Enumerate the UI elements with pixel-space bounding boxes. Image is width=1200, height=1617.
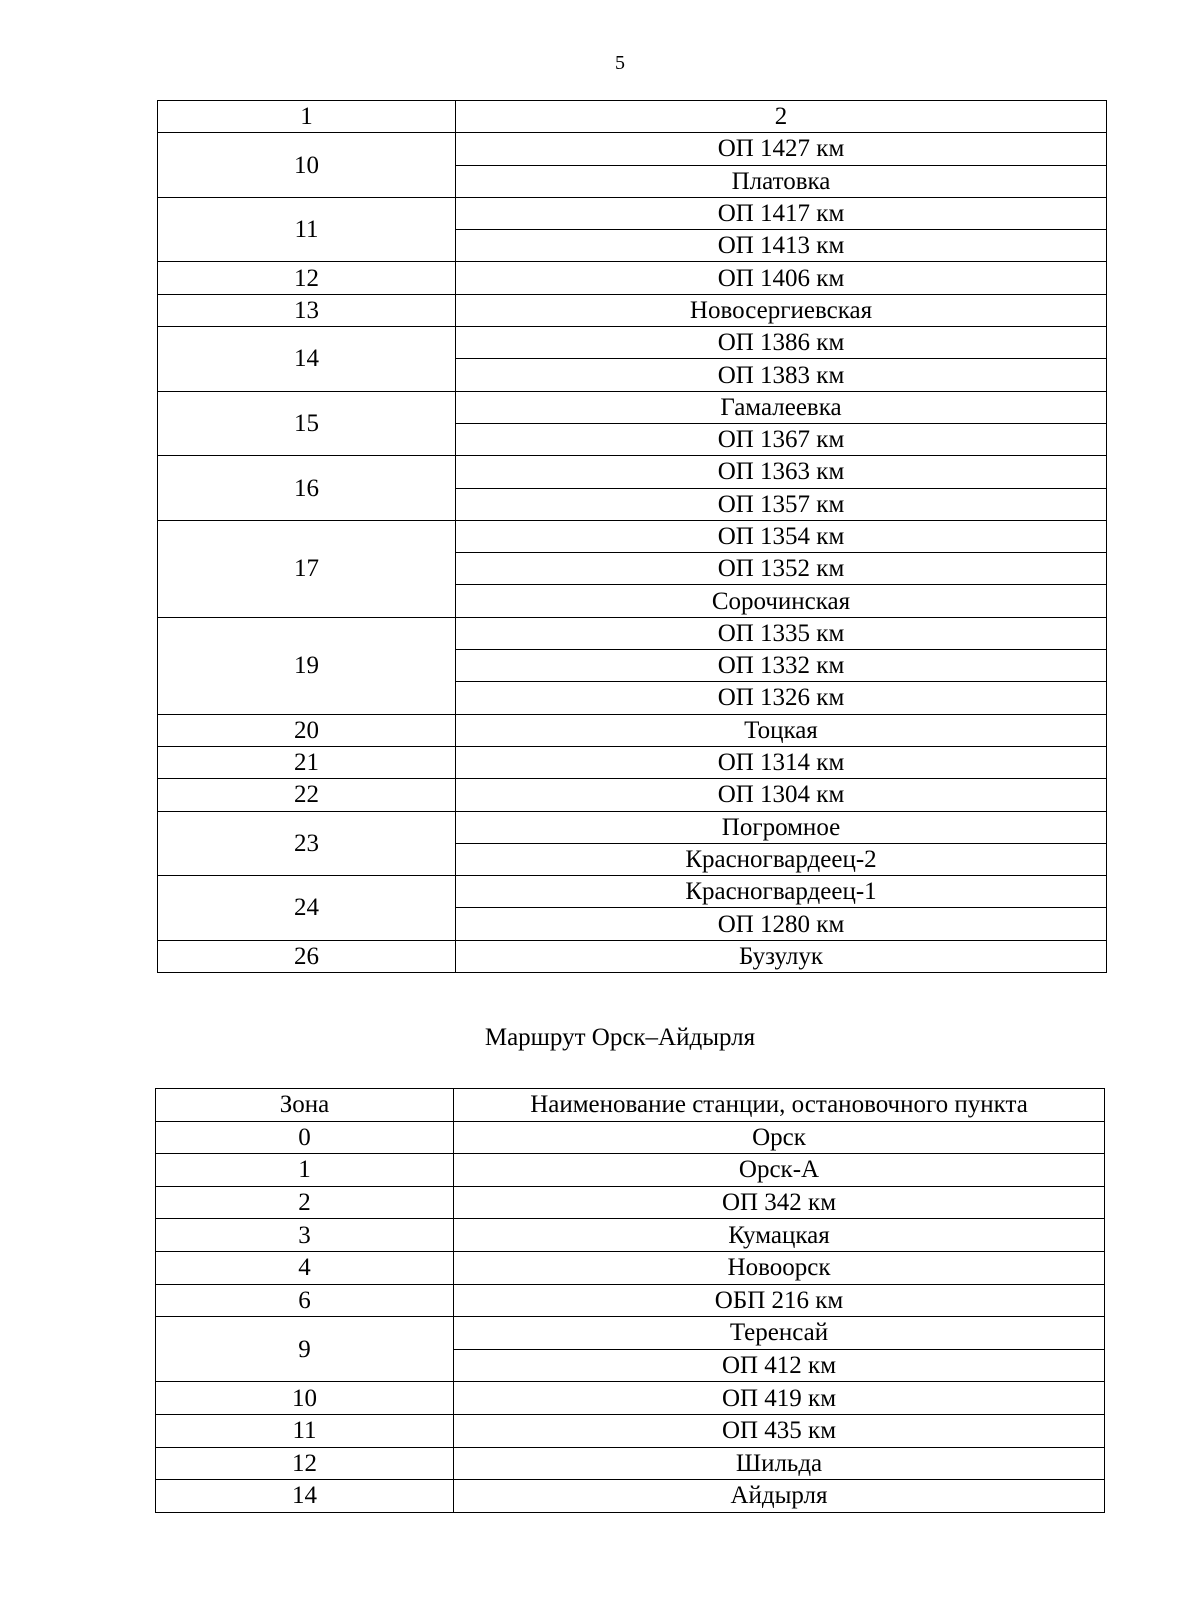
table-body: [156, 1121, 1105, 1512]
zone-cell: 1: [156, 1154, 454, 1187]
table-row: [156, 1219, 1105, 1252]
table-header-row: [158, 101, 1107, 133]
station-cell: ОП 1386 км: [456, 327, 1107, 359]
zone-cell: 10: [156, 1382, 454, 1415]
table-row: [158, 262, 1107, 294]
station-cell: ОП 1326 км: [456, 682, 1107, 714]
station-cell: Новоорск: [454, 1251, 1105, 1284]
table-row: [158, 876, 1107, 908]
table-row: [156, 1154, 1105, 1187]
table-row: [158, 456, 1107, 488]
zone-cell: 26: [158, 940, 456, 972]
table-row: [156, 1480, 1105, 1513]
station-cell: Кумацкая: [454, 1219, 1105, 1252]
zone-cell: 23: [158, 811, 456, 876]
station-cell: Теренсай: [454, 1317, 1105, 1350]
column-header: 1: [158, 101, 456, 133]
table-row: [158, 197, 1107, 229]
station-cell: ОП 1332 км: [456, 650, 1107, 682]
zone-cell: 12: [156, 1447, 454, 1480]
station-cell: Сорочинская: [456, 585, 1107, 617]
zone-cell: 0: [156, 1121, 454, 1154]
table-row: [156, 1414, 1105, 1447]
table-row: [158, 133, 1107, 165]
station-cell: ОП 1314 км: [456, 746, 1107, 778]
station-cell: ОП 1413 км: [456, 230, 1107, 262]
zone-cell: 19: [158, 617, 456, 714]
zone-cell: 9: [156, 1317, 454, 1382]
table-row: [158, 294, 1107, 326]
station-cell: Тоцкая: [456, 714, 1107, 746]
station-cell: Красногвардеец-2: [456, 843, 1107, 875]
station-cell: ОП 1280 км: [456, 908, 1107, 940]
station-cell: ОП 1406 км: [456, 262, 1107, 294]
station-cell: ОП 1427 км: [456, 133, 1107, 165]
station-cell: Платовка: [456, 165, 1107, 197]
table-row: [156, 1121, 1105, 1154]
table-row: [158, 746, 1107, 778]
zone-cell: 14: [158, 327, 456, 392]
table-body: [158, 133, 1107, 973]
station-cell: Бузулук: [456, 940, 1107, 972]
route-orsk-aidyrlya-table: [155, 1088, 1105, 1513]
zone-cell: 22: [158, 779, 456, 811]
table-row: [156, 1284, 1105, 1317]
zone-cell: 6: [156, 1284, 454, 1317]
station-cell: ОП 1367 км: [456, 423, 1107, 455]
station-cell: ОП 1363 км: [456, 456, 1107, 488]
zone-cell: 14: [156, 1480, 454, 1513]
column-header-station: Наименование станции, остановочного пункта: [454, 1089, 1105, 1122]
station-cell: ОП 1383 км: [456, 359, 1107, 391]
page-number: 5: [615, 52, 625, 74]
station-cell: ОП 1354 км: [456, 520, 1107, 552]
table-row: [156, 1382, 1105, 1415]
station-cell: ОП 1417 км: [456, 197, 1107, 229]
table-row: [158, 391, 1107, 423]
station-cell: Погромное: [456, 811, 1107, 843]
zone-cell: 15: [158, 391, 456, 456]
zone-cell: 2: [156, 1186, 454, 1219]
zone-cell: 3: [156, 1219, 454, 1252]
table-row: [156, 1447, 1105, 1480]
station-cell: ОП 342 км: [454, 1186, 1105, 1219]
table-row: [158, 940, 1107, 972]
station-cell: ОП 1352 км: [456, 553, 1107, 585]
station-cell: Новосергиевская: [456, 294, 1107, 326]
table-row: [158, 811, 1107, 843]
table-row: [158, 327, 1107, 359]
station-cell: ОП 1304 км: [456, 779, 1107, 811]
column-header-zone: Зона: [156, 1089, 454, 1122]
station-cell: Орск-А: [454, 1154, 1105, 1187]
station-cell: ОП 1357 км: [456, 488, 1107, 520]
zone-cell: 20: [158, 714, 456, 746]
column-header: 2: [456, 101, 1107, 133]
table-row: [156, 1251, 1105, 1284]
station-cell: ОП 419 км: [454, 1382, 1105, 1415]
station-cell: ОБП 216 км: [454, 1284, 1105, 1317]
zone-cell: 11: [156, 1414, 454, 1447]
zone-cell: 24: [158, 876, 456, 941]
station-cell: ОП 435 км: [454, 1414, 1105, 1447]
station-cell: Гамалеевка: [456, 391, 1107, 423]
zone-cell: 17: [158, 520, 456, 617]
station-cell: Красногвардеец-1: [456, 876, 1107, 908]
route-title: Маршрут Орск–Айдырля: [484, 1024, 756, 1051]
zone-cell: 12: [158, 262, 456, 294]
station-cell: Шильда: [454, 1447, 1105, 1480]
table-row: [158, 617, 1107, 649]
station-cell: ОП 412 км: [454, 1349, 1105, 1382]
table-row: [158, 520, 1107, 552]
zone-cell: 16: [158, 456, 456, 521]
zone-cell: 21: [158, 746, 456, 778]
table-row: [156, 1186, 1105, 1219]
table-row: [156, 1317, 1105, 1350]
zone-cell: 13: [158, 294, 456, 326]
station-cell: Орск: [454, 1121, 1105, 1154]
zones-table-continued: [157, 100, 1107, 973]
zone-cell: 11: [158, 197, 456, 262]
zone-cell: 4: [156, 1251, 454, 1284]
table-row: [158, 779, 1107, 811]
table-header-row: [156, 1089, 1105, 1122]
table-row: [158, 714, 1107, 746]
station-cell: ОП 1335 км: [456, 617, 1107, 649]
zone-cell: 10: [158, 133, 456, 198]
station-cell: Айдырля: [454, 1480, 1105, 1513]
